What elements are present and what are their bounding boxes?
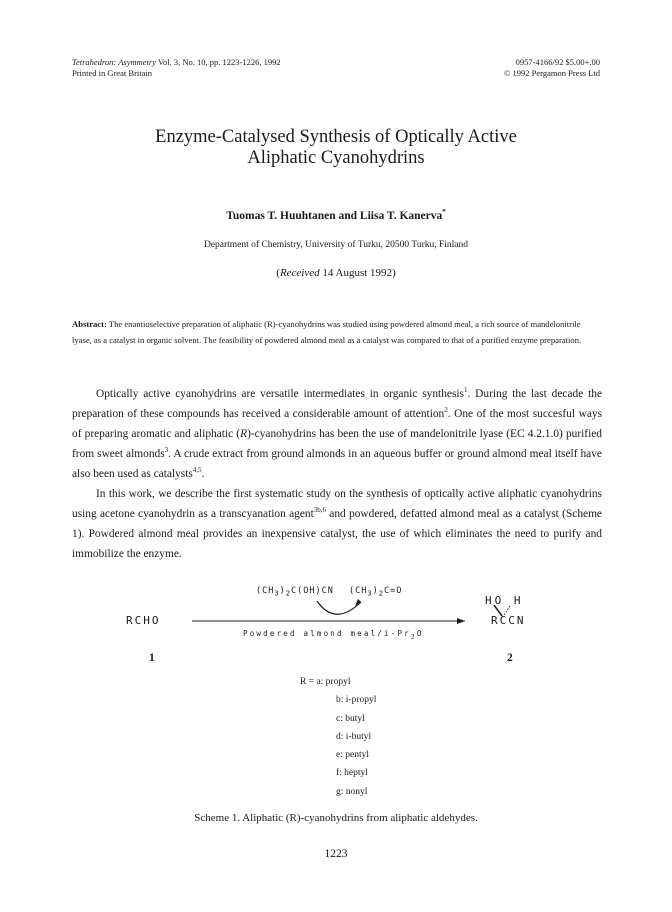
- affiliation: Department of Chemistry, University of Turku, 20500 Turku, Finland: [203, 240, 469, 250]
- r-item: c: butyl: [336, 713, 365, 724]
- compound-label-2: 2: [507, 652, 513, 664]
- body-text: [72, 384, 602, 564]
- r-item: b: i-propyl: [336, 695, 377, 706]
- r-item: R = a: propyl: [300, 677, 351, 687]
- paragraph-2: In this work, we describe the first systematic study on the synthesis of optically active aliphatic cyanohydrins using acetone cyanohydrin as a transcyanation agent$^{3b,6}$ and powdered, defatted almond meal as a catalyst (Scheme 1). Powdered almond meal provides an inexpensive catalyst, the use of which eliminates the need to purify and immobilize the enzyme.: [72, 488, 602, 560]
- r-item: g: nonyl: [336, 786, 368, 797]
- reaction-arrowhead: [457, 618, 465, 624]
- compound-label-1: 1: [149, 652, 155, 664]
- journal-citation: Tetrahedron: Asymmetry Vol. 3, No. 10, pp. 1223-1226, 1992: [72, 57, 281, 67]
- reagent-acetone: $(CH_3)_2C=O$: [349, 586, 403, 598]
- reaction-arrow-svg: [180, 595, 500, 630]
- copyright: © 1992 Pergamon Press Ltd: [503, 68, 600, 78]
- substrate-rcho: RCHO: [126, 614, 161, 627]
- curved-arrow: [317, 601, 361, 614]
- r-item: e: pentyl: [336, 750, 369, 761]
- abstract: Abstract: The enantioselective preparation of aliphatic (R)-cyanohydrins was studied using powdered almond meal, a rich source of mandelonitrile lyase, as a catalyst in organic solvent. The feasibility of powdered almond meal as a catalyst was compared to that of a purified enzyme preparation.: [72, 319, 582, 345]
- received-date: (Received 14 August 1992): [276, 267, 396, 279]
- scheme-caption: Scheme 1. Aliphatic (R)-cyanohydrins from aliphatic aldehydes.: [194, 812, 478, 824]
- product-rccn: RCCN: [491, 614, 526, 627]
- r-item: d: i-butyl: [336, 731, 372, 742]
- authors: Tuomas T. Huuhtanen and Liisa T. Kanerva*: [226, 208, 446, 222]
- paper-title: Enzyme-Catalysed Synthesis of Optically Active Aliphatic Cyanohydrins: [155, 127, 517, 168]
- reagent-acetone-cyanohydrin: $(CH_3)_2C(OH)CN$: [256, 586, 334, 598]
- r-item: f: heptyl: [336, 768, 368, 779]
- paragraph-1: Optically active cyanohydrins are versatile intermediates in organic synthesis$^1$. During the last decade the preparation of these compounds has received a considerable amount of attention$^2$. One of the most succesful ways of preparing aromatic and aliphatic (R)-cyanohydrins has been the use of mandelonitrile lyase (EC 4.2.1.0) purified from sweet almonds$^3$. A crude extract from ground almonds in an aqueous buffer or ground almond meal itself have also been used as catalysts$^{4,5}$.: [72, 386, 603, 480]
- product-ho-h: HO H: [485, 594, 524, 607]
- page-number: 1223: [324, 848, 348, 860]
- printed-in: Printed in Great Britain: [72, 68, 153, 78]
- issn: 0957-4166/92 $5.00+.00: [515, 57, 600, 67]
- r-group-list: [300, 673, 376, 801]
- reaction-conditions: Powdered almond meal/$i-Pr_2O$: [243, 629, 424, 641]
